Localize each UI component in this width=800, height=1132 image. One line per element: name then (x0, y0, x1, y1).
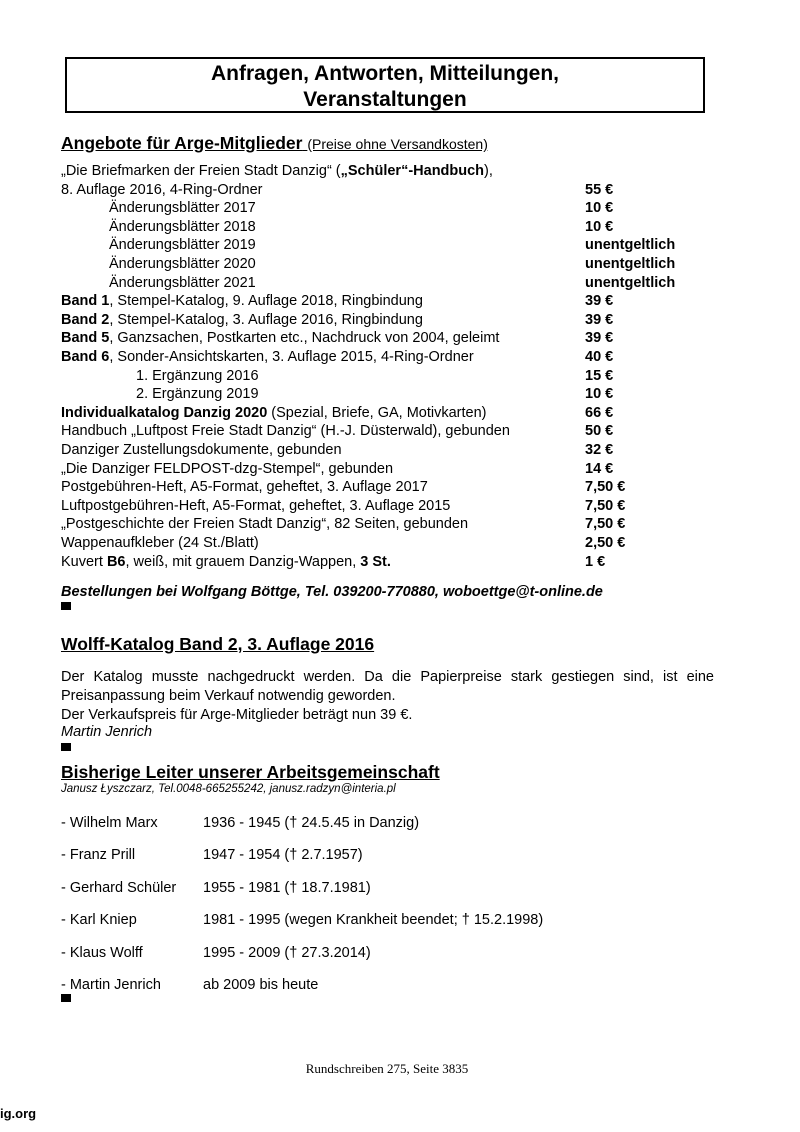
offers-heading-note: (Preise ohne Versandkosten) (307, 136, 488, 152)
offer-item-text: , Ganzsachen, Postkarten etc., Nachdruck von 2004, geleimt (109, 330, 500, 347)
offer-item-text: Band 2 (61, 311, 110, 328)
offer-price: 7,50 € (585, 497, 626, 514)
offer-item-text: Postgebühren-Heft, A5-Format, geheftet, 3. Auflage 2017 (61, 479, 428, 496)
offer-item-text: B6 (106, 553, 126, 570)
offer-item (61, 441, 342, 459)
offer-price: unentgeltlich (585, 237, 676, 254)
offer-item-text: Individualkatalog Danzig 2020 (61, 404, 268, 421)
leader-dates: 1995 - 2009 († 27.3.2014) (203, 944, 371, 961)
offer-item-text: Änderungsblätter 2020 (109, 256, 256, 272)
offer-item (109, 236, 256, 254)
offer-price: 10 € (585, 218, 614, 235)
offer-price: 10 € (585, 386, 614, 403)
section-end-marker (61, 602, 71, 610)
offer-item-text: 1. Ergänzung 2016 (136, 367, 259, 384)
offer-item (61, 422, 510, 440)
wolff-heading: Wolff-Katalog Band 2, 3. Auflage 2016 (61, 634, 375, 654)
page-title-line1: Anfragen, Antworten, Mitteilungen, (210, 62, 560, 85)
title-box (65, 57, 705, 113)
page-footer: Rundschreiben 275, Seite 3835 (305, 1061, 469, 1076)
offer-item-text: Änderungsblätter 2018 (109, 218, 256, 235)
offer-price: unentgeltlich (585, 256, 676, 272)
offer-price: 7,50 € (585, 516, 626, 533)
section-end-marker (61, 743, 71, 751)
offer-item-text: Danziger Zustellungsdokumente, gebunden (61, 442, 342, 458)
offer-item-text: „Postgeschichte der Freien Stadt Danzig“, 82 Seiten, gebunden (61, 516, 469, 533)
offer-item (61, 553, 391, 571)
offer-item-text: Änderungsblätter 2019 (109, 237, 256, 254)
wolff-paragraph-text: Der Katalog musste nachgedruckt werden. Da die Papierpreise stark gestiegen sind, ist eine Preisanpassung beim Verkauf notwendig geworden. (61, 669, 714, 704)
offer-item-text: Band 6 (61, 349, 110, 365)
offer-price: 7,50 € (585, 479, 626, 496)
offer-item-text: Band 1 (61, 293, 110, 310)
leader-name: - Martin Jenrich (61, 977, 161, 993)
leader-name: - Klaus Wolff (61, 944, 143, 961)
offer-item (61, 348, 474, 366)
offer-price: 55 € (585, 181, 614, 198)
offer-item (109, 218, 256, 236)
offer-item-text: „Schüler“-Handbuch (340, 163, 485, 179)
offer-price: 10 € (585, 200, 614, 217)
offer-price: 39 € (585, 330, 614, 347)
offer-item-text: Kuvert (61, 553, 107, 570)
offer-item-text: Änderungsblätter 2021 (109, 274, 256, 291)
leader-dates: 1981 - 1995 (wegen Krankheit beendet; † 15.2.1998) (203, 912, 544, 929)
offer-item (61, 292, 423, 310)
leader-name: - Gerhard Schüler (61, 879, 177, 896)
leader-name: - Franz Prill (61, 847, 136, 864)
offer-price: 2,50 € (585, 535, 626, 551)
offer-price: 50 € (585, 423, 614, 440)
offer-item-text: , Sonder-Ansichtskarten, 3. Auflage 2015, 4-Ring-Ordner (109, 349, 474, 365)
offer-item-text: „Die Danziger FELDPOST-dzg-Stempel“, gebunden (61, 460, 394, 477)
offer-item-text: Wappenaufkleber (24 St./Blatt) (61, 535, 259, 551)
offer-item-text: 3 St. (360, 553, 391, 570)
offer-item (109, 274, 256, 292)
leader-name: - Karl Kniep (61, 912, 137, 929)
offer-item (61, 534, 259, 552)
offer-item (61, 311, 423, 329)
leader-dates: 1947 - 1954 († 2.7.1957) (203, 847, 363, 864)
order-note: Bestellungen bei Wolfgang Böttge, Tel. 039200-770880, woboettge@t-online.de (61, 584, 603, 600)
wolff-paragraph (61, 668, 714, 705)
offer-price: 39 € (585, 293, 614, 310)
leader-dates: 1955 - 1981 († 18.7.1981) (203, 879, 371, 896)
offer-price: 32 € (585, 442, 614, 458)
offer-item (61, 404, 486, 422)
offer-price: unentgeltlich (585, 274, 676, 291)
leaders-heading: Bisherige Leiter unserer Arbeitsgemeinschaft (61, 762, 440, 782)
offer-price: 1 € (585, 553, 606, 570)
wolff-paragraph2: Der Verkaufspreis für Arge-Mitglieder beträgt nun 39 €. (61, 707, 413, 723)
leader-name: - Wilhelm Marx (61, 815, 158, 831)
offer-price: 40 € (585, 349, 614, 365)
offer-item (61, 460, 393, 478)
offer-item (61, 329, 499, 347)
offer-item-text: 8. Auflage 2016, 4-Ring-Ordner (61, 181, 263, 198)
offers-heading (61, 133, 488, 154)
offer-price: 66 € (585, 404, 614, 421)
leader-dates: ab 2009 bis heute (203, 977, 319, 993)
page-title-line2: Veranstaltungen (303, 88, 467, 111)
offer-item (61, 162, 493, 180)
offer-item-text: Luftpostgebühren-Heft, A5-Format, geheftet, 3. Auflage 2015 (61, 497, 451, 514)
offer-item (61, 515, 468, 533)
offer-item (61, 478, 428, 496)
offer-item (61, 497, 450, 515)
offer-item-text: Band 5 (61, 330, 110, 347)
offer-item-text: Änderungsblätter 2017 (109, 200, 256, 217)
offer-item-text: (Spezial, Briefe, GA, Motivkarten) (267, 404, 487, 421)
offer-item-text: , weiß, mit grauem Danzig-Wappen, (125, 553, 361, 570)
offer-item (109, 255, 256, 273)
offer-item (136, 367, 259, 385)
offer-price: 39 € (585, 311, 614, 328)
leaders-author: Janusz Łyszczarz, Tel.0048-665255242, janusz.radzyn@interia.pl (61, 783, 396, 795)
offer-item-text: 2. Ergänzung 2019 (136, 386, 259, 403)
offers-heading-text: Angebote für Arge-Mitglieder (61, 133, 303, 153)
offer-item (136, 385, 259, 403)
offer-item-text: Handbuch „Luftpost Freie Stadt Danzig“ (H.-J. Düsterwald), gebunden (61, 423, 510, 440)
leader-dates: 1936 - 1945 († 24.5.45 in Danzig) (203, 815, 420, 831)
offer-item-text: , Stempel-Katalog, 9. Auflage 2018, Ringbindung (109, 293, 423, 310)
section-end-marker (61, 994, 71, 1002)
offer-item (109, 199, 256, 217)
corner-url-fragment: ig.org (0, 1106, 37, 1121)
offer-price: 14 € (585, 460, 614, 477)
offer-item (61, 181, 263, 199)
offer-item-text: , Stempel-Katalog, 3. Auflage 2016, Ringbindung (109, 311, 423, 328)
offer-item-text: „Die Briefmarken der Freien Stadt Danzig“ ( (61, 163, 341, 179)
wolff-signature: Martin Jenrich (61, 724, 153, 740)
offer-item-text: ), (484, 163, 493, 179)
offer-price: 15 € (585, 367, 614, 384)
